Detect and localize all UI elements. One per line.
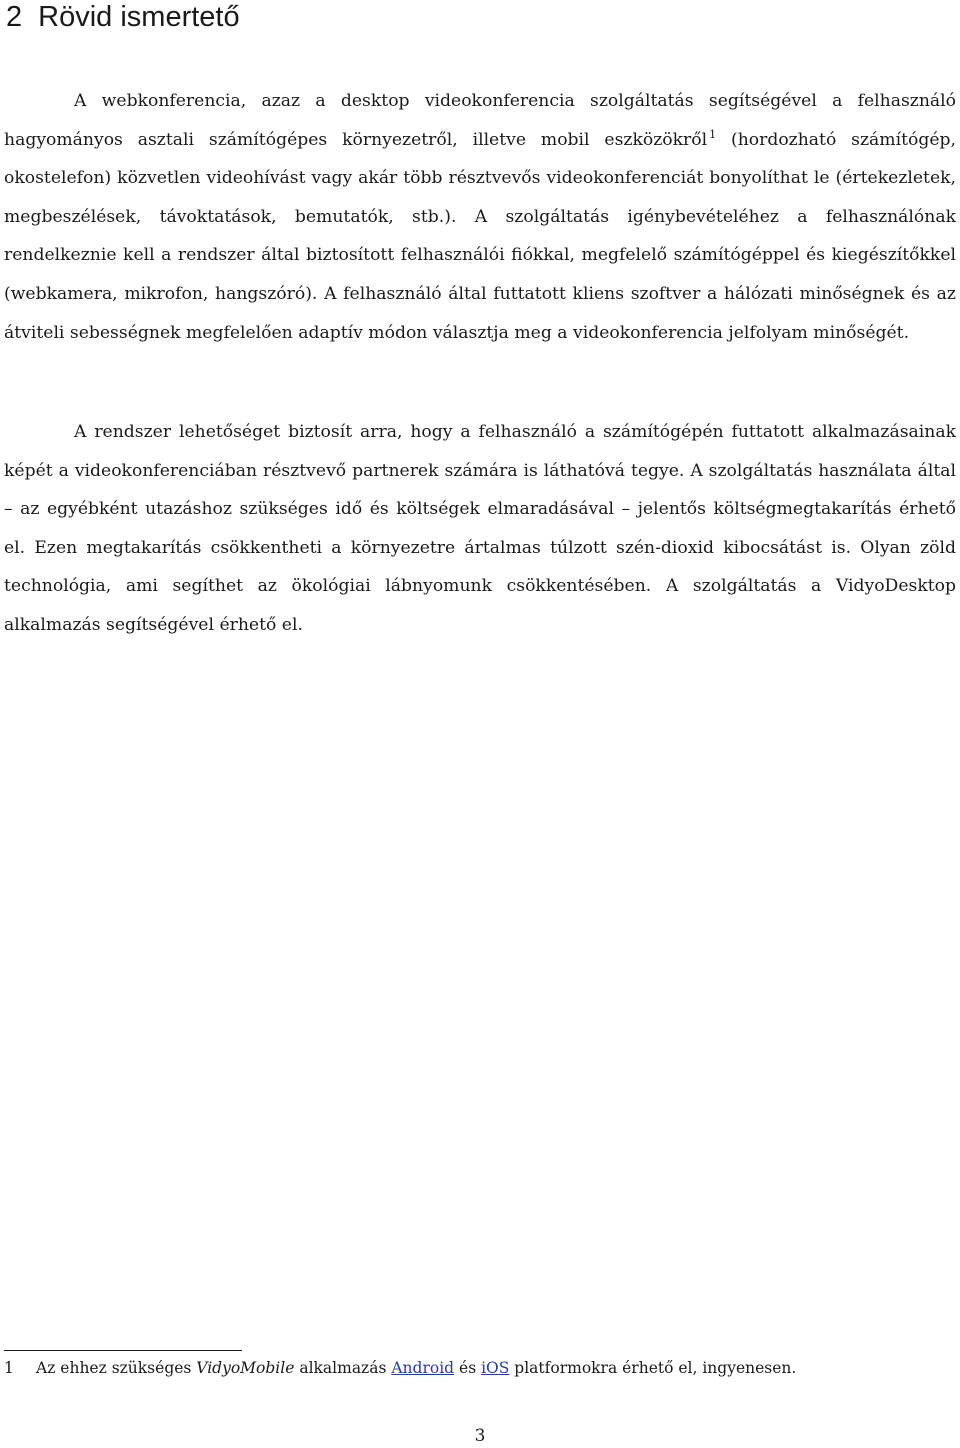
paragraph-2 bbox=[4, 413, 956, 645]
section-title: Rövid ismertető bbox=[38, 1, 240, 33]
paragraph-1-text-start: A webkonferencia, azaz a desktop videokonferencia szolgáltatás segítségével a felhasználó hagyományos asztali számítógépes környezetről, illetve mobil eszközökről bbox=[4, 91, 956, 150]
paragraph-1 bbox=[4, 82, 956, 352]
footnote-text-middle: alkalmazás bbox=[294, 1359, 392, 1377]
ios-link[interactable]: iOS bbox=[481, 1359, 510, 1377]
footnote-separator bbox=[4, 1350, 242, 1351]
footnote-reference[interactable]: 1 bbox=[709, 127, 717, 141]
footnote-app-name: VidyoMobile bbox=[196, 1359, 295, 1377]
paragraph-1-text-end: (hordozható számítógép, okostelefon) közvetlen videohívást vagy akár több résztvevős videokonferenciát bonyolíthat le (értekezletek, megbeszélések, távoktatások, bemutatók, stb.). A szolgáltatás igénybevételéhez a felhasználónak rendelkeznie kell a rendszer által biztosított felhasználói fiókkal, megfelelő számítógéppel és kiegészítőkkel (webkamera, mikrofon, hangszóró). A felhasználó által futtatott kliens szoftver a hálózati minőségnek és az átviteli sebességnek megfelelően adaptív módon választja meg a videokonferencia jelfolyam minőségét. bbox=[4, 129, 956, 343]
footnote-number: 1 bbox=[4, 1359, 14, 1377]
footnote-connector: és bbox=[454, 1359, 482, 1377]
page-number: 3 bbox=[474, 1426, 486, 1446]
footnote-text-start: Az ehhez szükséges bbox=[36, 1359, 197, 1377]
android-link[interactable]: Android bbox=[391, 1359, 455, 1377]
paragraph-2-text: A rendszer lehetőséget biztosít arra, hogy a felhasználó a számítógépén futtatott alkalmazásainak képét a videokonferenciában résztvevő partnerek számára is láthatóvá tegye. A szolgáltatás használata által – az egyébként utazáshoz szükséges idő és költségek elmaradásával – jelentős költségmegtakarítás érhető el. Ezen megtakarítás csökkentheti a környezetre ártalmas túlzott szén-dioxid kibocsátást is. Olyan zöld technológia, ami segíthet az ökológiai lábnyomunk csökkentésében. A szolgáltatás a VidyoDesktop alkalmazás segítségével érhető el. bbox=[4, 422, 956, 635]
section-heading bbox=[6, 0, 240, 34]
footnote-text-end: platformokra érhető el, ingyenesen. bbox=[509, 1359, 797, 1377]
footnote bbox=[4, 1354, 954, 1382]
section-number: 2 bbox=[6, 1, 23, 33]
